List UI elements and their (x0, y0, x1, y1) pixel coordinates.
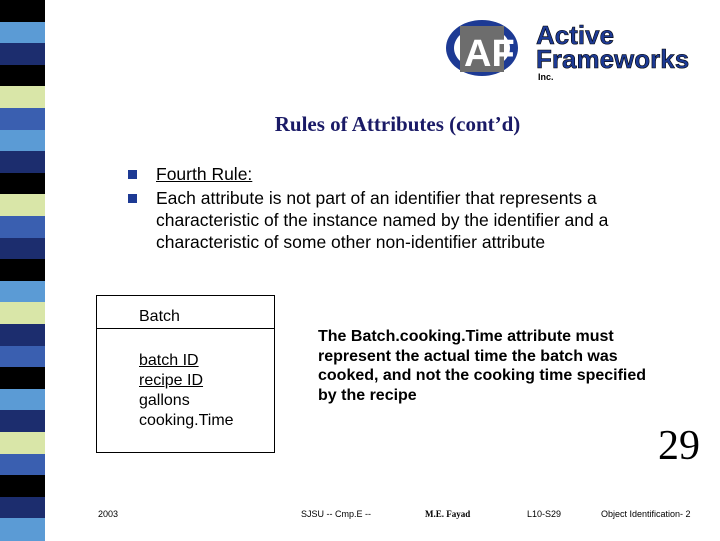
logo-letters: AF (464, 33, 515, 75)
stripe-block (0, 432, 45, 455)
stripe-block (0, 65, 45, 88)
stripe-block (0, 454, 45, 477)
stripe-block (0, 151, 45, 174)
bullet-list (128, 163, 698, 255)
entity-box (96, 295, 275, 453)
explanation-note: The Batch.cooking.Time attribute must represent the actual time the batch was cooked, and not the cooking time specified by the recipe (318, 328, 647, 404)
slide-title: Rules of Attributes (cont’d) (274, 112, 521, 136)
entity-attribute: gallons (139, 392, 190, 409)
footer-author: M.E. Fayad (425, 509, 471, 519)
stripe-block (0, 194, 45, 217)
bullet-item (128, 187, 698, 253)
entity-attribute: batch ID (139, 352, 199, 369)
stripe-block (0, 86, 45, 109)
stripe-block (0, 281, 45, 304)
logo-line2: Frameworks (536, 44, 690, 74)
stripe-block (0, 173, 45, 196)
footer-slide-id: L10-S29 (527, 509, 562, 519)
stripe-block (0, 367, 45, 390)
footer-year: 2003 (98, 509, 119, 519)
bullet-square-icon (128, 194, 137, 203)
stripe-block (0, 389, 45, 412)
bullet-text: Each attribute is not part of an identifier that represents a characteristic of the instance named by the identifier and a characteristic of some other non-identifier attribute (156, 188, 609, 252)
bullet-item (128, 163, 698, 185)
logo-line1: Active (536, 20, 615, 50)
stripe-block (0, 0, 45, 23)
footer-topic: Object Identification- 2 (601, 509, 691, 519)
page-number: 29 (658, 423, 700, 469)
entity-name: Batch (139, 308, 180, 325)
entity-header (97, 296, 274, 329)
entity-attributes (139, 351, 234, 431)
bullet-text: Fourth Rule: (156, 164, 253, 184)
stripe-block (0, 497, 45, 520)
stripe-block (0, 346, 45, 369)
stripe-block (0, 410, 45, 433)
stripe-block (0, 324, 45, 347)
stripe-block (0, 22, 45, 45)
stripe-block (0, 302, 45, 325)
stripe-block (0, 43, 45, 66)
entity-attribute: cooking.Time (139, 412, 234, 429)
stripe-block (0, 130, 45, 153)
footer-course: SJSU -- Cmp.E -- (301, 509, 372, 519)
stripe-block (0, 216, 45, 239)
logo-suffix: Inc. (538, 72, 554, 82)
stripe-block (0, 518, 45, 541)
company-logo (440, 10, 700, 82)
bullet-square-icon (128, 170, 137, 179)
entity-attribute: recipe ID (139, 372, 204, 389)
stripe-block (0, 238, 45, 261)
stripe-block (0, 259, 45, 282)
stripe-block (0, 475, 45, 498)
stripe-block (0, 108, 45, 131)
decorative-stripe (0, 0, 45, 540)
